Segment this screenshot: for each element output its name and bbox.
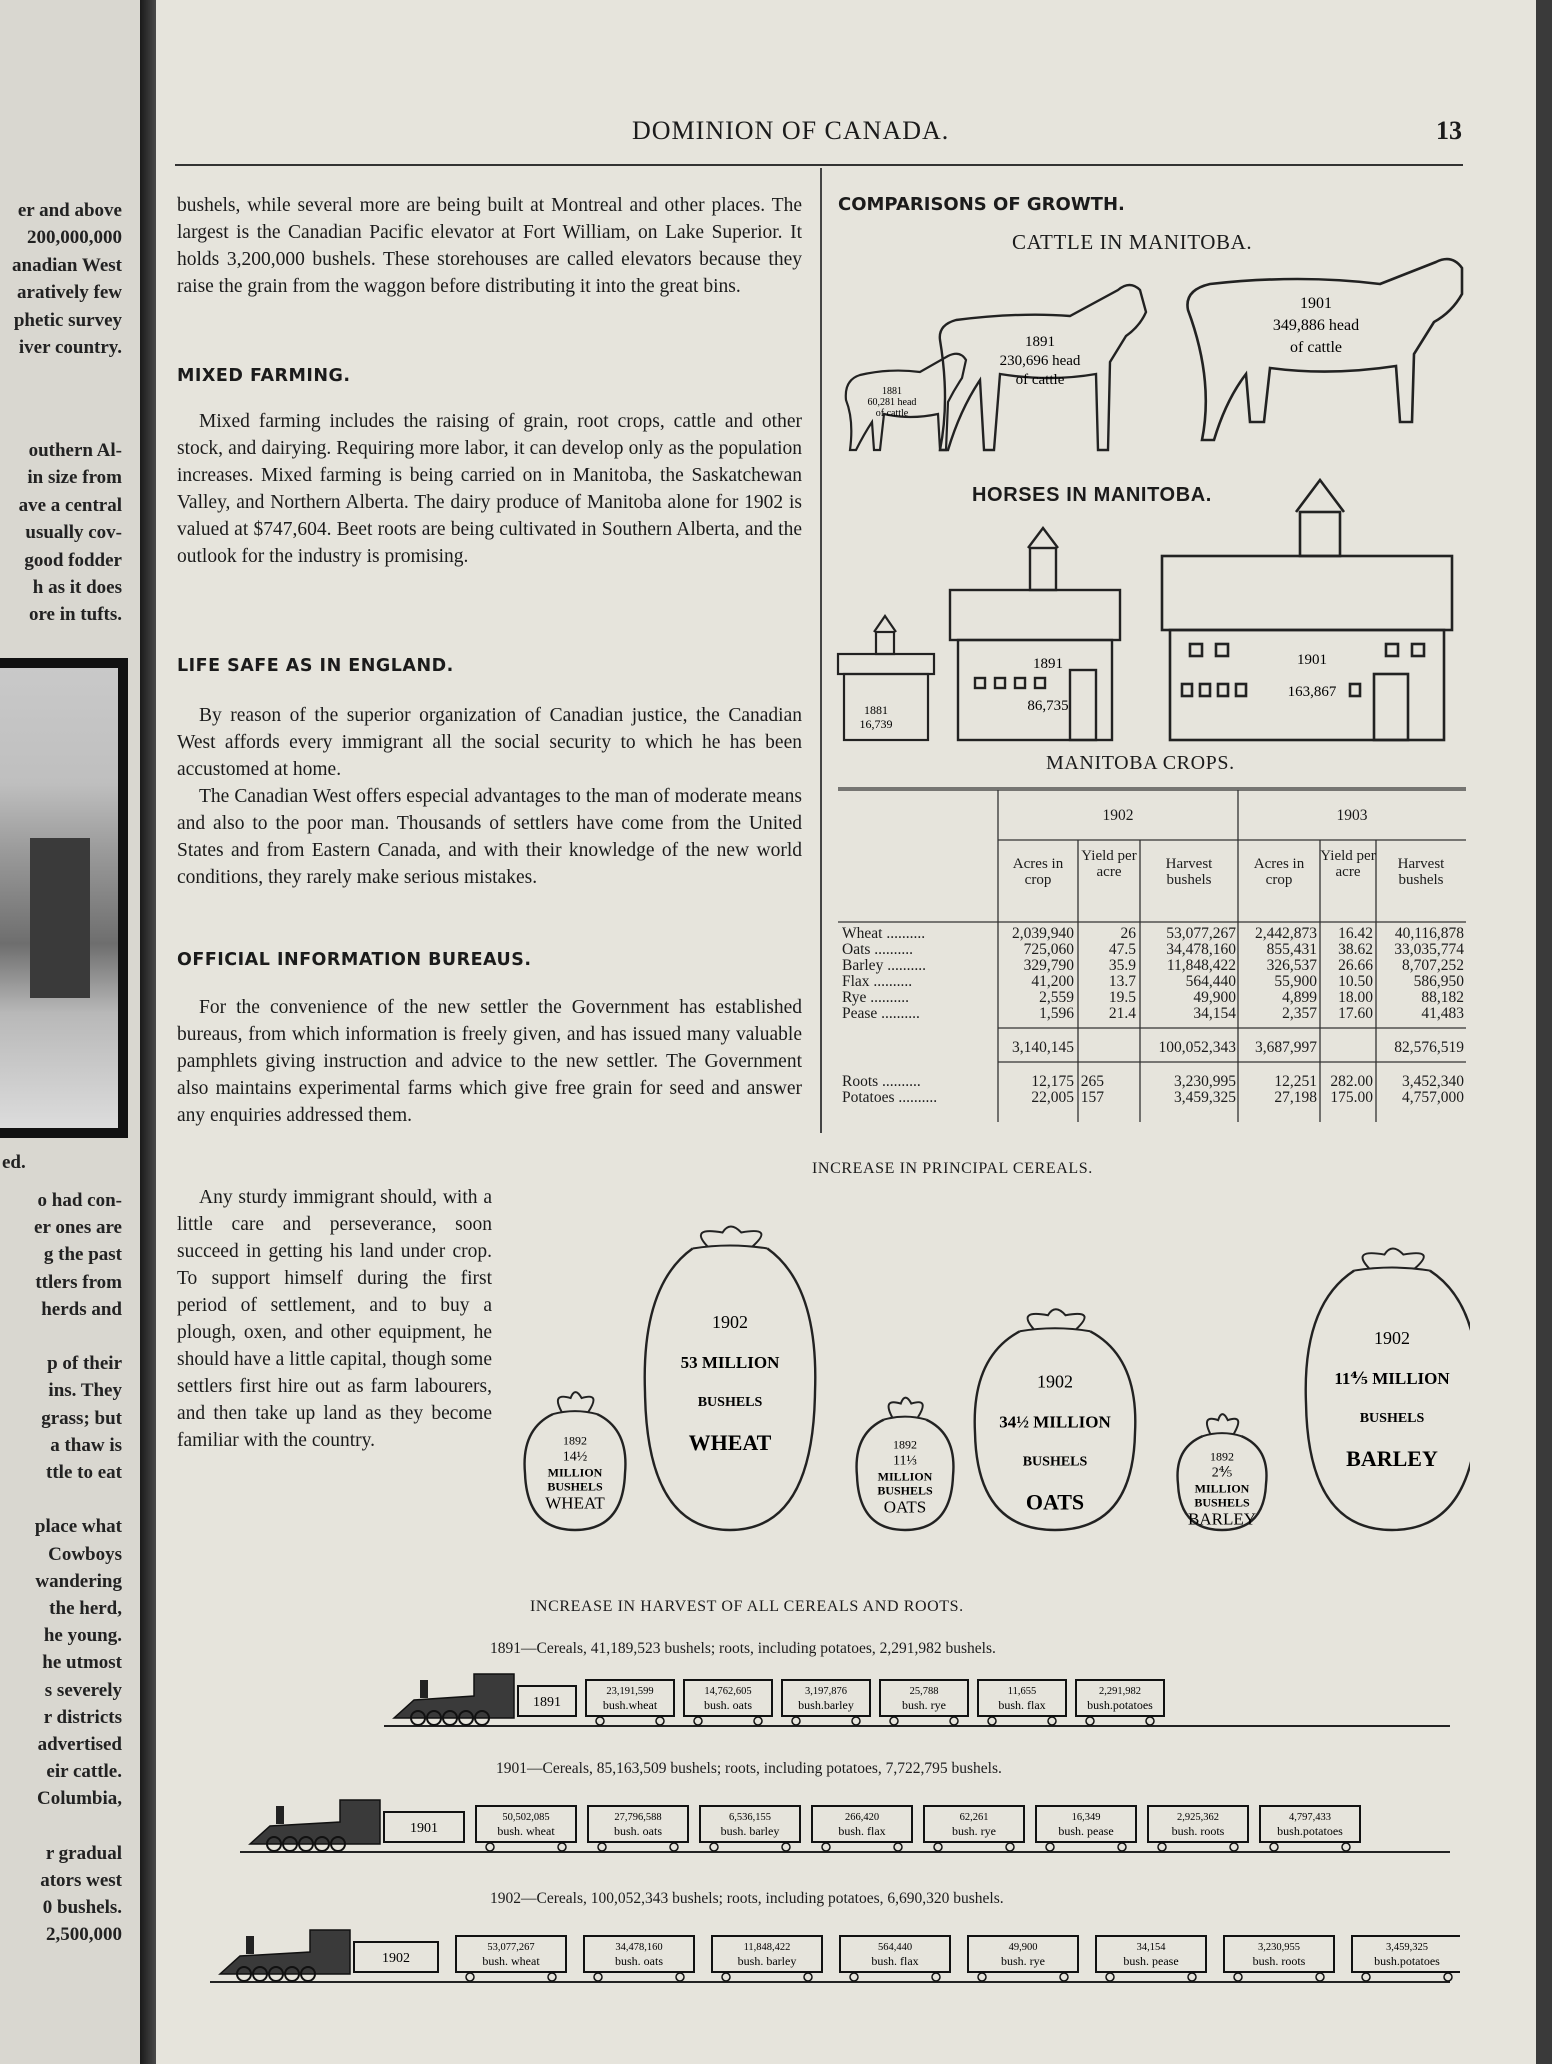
crop-value: 3,459,325	[1174, 1089, 1236, 1106]
train	[210, 1914, 1460, 1994]
car-amount: 2,925,362	[1177, 1812, 1219, 1823]
car-amount: 2,291,982	[1099, 1686, 1141, 1697]
crop-value: 38.62	[1338, 941, 1373, 958]
cattle-1881-unit: of cattle	[875, 408, 909, 419]
left-page-line: 2,500,000	[46, 1924, 122, 1946]
crop-value: 265	[1080, 1073, 1104, 1090]
left-page-line: usually cov-	[25, 522, 122, 544]
left-page-line: anadian West	[12, 254, 122, 276]
total-harvest-1902: 100,052,343	[1158, 1039, 1236, 1056]
car-crop: bush.potatoes	[1374, 1954, 1440, 1968]
crop-value: 12,251	[1274, 1073, 1317, 1090]
left-page-line: wandering	[35, 1570, 122, 1592]
bag-unit: BUSHELS	[697, 1395, 763, 1411]
life-safe-heading: LIFE SAFE AS IN ENGLAND.	[177, 656, 454, 676]
total-acres-1903: 3,687,997	[1255, 1039, 1317, 1056]
crop-value: 47.5	[1108, 941, 1136, 958]
train-caption: 1901—Cereals, 85,163,509 bushels; roots, including potatoes, 7,722,795 bushels.	[496, 1760, 1002, 1777]
car-wheel	[1342, 1843, 1350, 1851]
car-wheel	[1048, 1717, 1056, 1725]
crop-value: 725,060	[1023, 941, 1074, 958]
mixed-farming-heading: MIXED FARMING.	[177, 366, 351, 386]
car-wheel	[1006, 1843, 1014, 1851]
bag-year: 1902	[1374, 1327, 1410, 1348]
bag-knot	[693, 1226, 768, 1248]
crop-value: 41,483	[1421, 1005, 1464, 1022]
bag-unit: BUSHELS	[1194, 1495, 1250, 1510]
bag-knot	[553, 1392, 597, 1414]
crop-value: 3,452,340	[1402, 1073, 1464, 1090]
crop-name: Wheat ..........	[842, 925, 926, 942]
bag-year: 1902	[1037, 1371, 1073, 1392]
train	[384, 1664, 1460, 1744]
crop-value: 855,431	[1266, 941, 1317, 958]
bag-year: 1892	[1210, 1449, 1234, 1464]
car-crop: bush. rye	[952, 1824, 996, 1838]
car-amount: 50,502,085	[502, 1812, 550, 1823]
car-crop: bush. barley	[737, 1954, 797, 1968]
book-gutter	[140, 0, 156, 2064]
cattle-1901-count: 349,886 head	[1272, 317, 1360, 334]
bag-amount: 11⅘ MILLION	[1334, 1368, 1450, 1388]
left-page-line: eir cattle.	[46, 1761, 122, 1783]
car-wheel	[782, 1843, 790, 1851]
crop-value: 41,200	[1031, 973, 1074, 990]
left-page-line: ttle to eat	[46, 1462, 122, 1483]
crop-value: 2,442,873	[1255, 925, 1317, 942]
left-page-line: 200,000,000	[27, 227, 122, 249]
car-crop: bush. wheat	[497, 1824, 555, 1838]
crop-value: 282.00	[1330, 1073, 1373, 1090]
car-wheel	[1234, 1973, 1242, 1981]
car-crop: bush. roots	[1171, 1824, 1225, 1838]
car-wheel	[950, 1717, 958, 1725]
car-crop: bush. rye	[1001, 1954, 1045, 1968]
bag-amount: 53 MILLION	[680, 1353, 780, 1373]
car-amount: 564,440	[877, 1942, 913, 1953]
car-wheel	[1230, 1843, 1238, 1851]
left-page-line: herds and	[41, 1298, 122, 1320]
cattle-1881-count: 60,281 head	[867, 397, 917, 408]
car-wheel	[932, 1973, 940, 1981]
car-wheel	[1106, 1973, 1114, 1981]
car-amount: 6,536,155	[729, 1812, 771, 1823]
car-wheel	[1188, 1973, 1196, 1981]
bag-crop: WHEAT	[688, 1430, 772, 1456]
left-page-line: h as it does	[32, 577, 122, 598]
crop-value: 4,899	[1282, 989, 1317, 1006]
crop-value: 55,900	[1274, 973, 1317, 990]
car-amount: 3,230,955	[1258, 1942, 1300, 1953]
train-year: 1891	[533, 1695, 561, 1710]
left-page-line: advertised	[37, 1734, 122, 1755]
car-wheel	[1046, 1843, 1054, 1851]
crop-value: 88,182	[1421, 989, 1464, 1006]
bag-crop: WHEAT	[545, 1493, 605, 1513]
bag-knot	[1354, 1249, 1430, 1271]
cattle-1891-year: 1891	[1025, 334, 1055, 350]
car-wheel	[988, 1717, 996, 1725]
life-safe-paragraphs: By reason of the superior organization of Canadian justice, the Canadian West affords every immigrant all the social security to which he has been accustomed at home. The Canadian West offers especial advantages to the man of moderate means and also to the poor man. Thousands of settlers have come from the United States and from Eastern Canada, and with their knowledge of the new world conditions, they rarely make serious mistakes.	[177, 705, 802, 888]
bag-unit: BUSHELS	[1359, 1410, 1425, 1426]
train-year: 1902	[382, 1951, 410, 1966]
car-wheel	[1270, 1843, 1278, 1851]
bag-crop: OATS	[883, 1497, 927, 1517]
smokestack	[420, 1680, 428, 1698]
cattle-1891-unit: of cattle	[1015, 372, 1065, 388]
train	[240, 1784, 1460, 1864]
grain-elevator-photo	[0, 658, 128, 1138]
left-page-line: a thaw is	[50, 1434, 122, 1456]
car-wheel	[1060, 1973, 1068, 1981]
crop-value: 8,707,252	[1402, 957, 1464, 974]
crop-value: 11,848,422	[1166, 957, 1236, 974]
left-page-line: g the past	[43, 1244, 122, 1266]
left-page-fragment	[0, 0, 140, 2064]
left-page-caption: ed.	[2, 1152, 26, 1173]
smokestack	[246, 1936, 254, 1954]
left-page-line: er and above	[17, 200, 122, 221]
car-wheel	[1086, 1717, 1094, 1725]
car-amount: 62,261	[959, 1812, 989, 1823]
crop-value: 27,198	[1274, 1089, 1317, 1106]
left-page-line: he utmost	[42, 1652, 122, 1674]
car-wheel	[598, 1843, 606, 1851]
car-amount: 14,762,605	[704, 1686, 752, 1697]
car-wheel	[1362, 1973, 1370, 1981]
crop-value: 2,039,940	[1012, 925, 1074, 942]
bag-crop: OATS	[1025, 1489, 1085, 1515]
total-acres-1902: 3,140,145	[1012, 1039, 1074, 1056]
cattle-1901-year: 1901	[1300, 295, 1332, 312]
root-name: Potatoes ..........	[842, 1089, 938, 1106]
left-page-line: er ones are	[34, 1217, 122, 1239]
bag-amount: 14½	[562, 1449, 588, 1465]
bag-year: 1892	[563, 1433, 587, 1448]
car-amount: 16,349	[1071, 1812, 1101, 1823]
car-wheel	[670, 1843, 678, 1851]
information-bureaus-heading: OFFICIAL INFORMATION BUREAUS.	[177, 950, 532, 970]
bag-amount: 11⅓	[893, 1453, 917, 1469]
car-crop: bush.barley	[798, 1698, 854, 1712]
left-page-line: Cowboys	[48, 1543, 122, 1565]
smokestack	[276, 1806, 284, 1824]
car-crop: bush. wheat	[482, 1954, 540, 1968]
crop-value: 175.00	[1330, 1089, 1373, 1106]
crop-name: Pease ..........	[842, 1005, 920, 1022]
left-page-line: aratively few	[17, 282, 122, 304]
bag-unit: BUSHELS	[1022, 1454, 1088, 1470]
left-page-line: r districts	[43, 1706, 122, 1728]
grain-bag	[1306, 1271, 1470, 1530]
car-crop: bush. flax	[838, 1824, 886, 1838]
cattle-1881-year: 1881	[882, 386, 902, 397]
left-page-line: in size from	[27, 467, 122, 489]
bag-unit: MILLION	[877, 1469, 933, 1484]
train-caption: 1902—Cereals, 100,052,343 bushels; roots, including potatoes, 6,690,320 bushels.	[490, 1890, 1004, 1907]
car-wheel	[656, 1717, 664, 1725]
cattle-1901-unit: of cattle	[1290, 339, 1342, 356]
horses-1901-count: 163,867	[1287, 684, 1337, 700]
car-crop: bush. barley	[720, 1824, 780, 1838]
growth-heading: COMPARISONS OF GROWTH.	[838, 194, 1125, 215]
crop-value: 34,154	[1193, 1005, 1236, 1022]
crop-value: 17.60	[1338, 1005, 1373, 1022]
crop-value: 13.7	[1108, 973, 1136, 990]
car-wheel	[792, 1717, 800, 1725]
crop-value: 22,005	[1031, 1089, 1074, 1106]
column-divider	[820, 168, 822, 1133]
bag-unit: MILLION	[1194, 1481, 1250, 1496]
car-wheel	[558, 1843, 566, 1851]
car-crop: bush.wheat	[602, 1698, 658, 1712]
left-page-line: ore in tufts.	[28, 604, 122, 626]
car-wheel	[710, 1843, 718, 1851]
growth-illustrations	[830, 250, 1470, 750]
bag-amount: 34½ MILLION	[999, 1412, 1111, 1432]
left-page-line: he young.	[43, 1625, 122, 1647]
crop-name: Rye ..........	[842, 989, 909, 1006]
cereals-title: INCREASE IN PRINCIPAL CEREALS.	[812, 1160, 1093, 1177]
crop-value: 326,537	[1266, 957, 1317, 974]
car-wheel	[1146, 1717, 1154, 1725]
car-wheel	[722, 1973, 730, 1981]
car-amount: 49,900	[1008, 1942, 1038, 1953]
bureaus-paragraph: For the convenience of the new settler the Government has established bureaus, from which information is freely given, and has issued many valuable pamphlets giving instruction and advice to the new settler. The Government also maintains experimental farms which give free grain for seed and answer any enquiries addressed them.	[177, 997, 802, 1126]
column-header: Acres in crop	[1253, 856, 1305, 888]
barn-1901	[1162, 480, 1452, 740]
crop-value: 2,559	[1039, 989, 1074, 1006]
car-amount: 25,788	[909, 1686, 939, 1697]
column-header: Harvest bushels	[1165, 856, 1213, 888]
car-wheel	[596, 1717, 604, 1725]
car-crop: bush. flax	[998, 1698, 1046, 1712]
crop-value: 53,077,267	[1166, 925, 1236, 942]
cattle-1891-count: 230,696 head	[999, 353, 1081, 369]
harvest-title: INCREASE IN HARVEST OF ALL CEREALS AND ROOTS.	[530, 1598, 964, 1615]
car-amount: 27,796,588	[614, 1812, 662, 1823]
crop-name: Barley ..........	[842, 957, 926, 974]
car-amount: 23,191,599	[606, 1686, 654, 1697]
page-header	[0, 96, 1462, 156]
car-amount: 266,420	[844, 1812, 880, 1823]
crop-name: Flax ..........	[842, 973, 913, 990]
car-wheel	[978, 1973, 986, 1981]
header-rule	[175, 164, 1463, 166]
car-wheel	[594, 1973, 602, 1981]
car-wheel	[934, 1843, 942, 1851]
crop-value: 2,357	[1282, 1005, 1317, 1022]
horses-1891-count: 86,735	[1027, 698, 1069, 714]
bag-knot	[1203, 1414, 1242, 1436]
crop-value: 586,950	[1413, 973, 1464, 990]
crop-value: 21.4	[1108, 1005, 1136, 1022]
bag-unit: MILLION	[547, 1465, 603, 1480]
left-page-line: p of their	[47, 1353, 122, 1375]
crop-value: 12,175	[1031, 1073, 1074, 1090]
crop-value: 329,790	[1023, 957, 1074, 974]
left-page-line: place what	[34, 1516, 122, 1538]
car-wheel	[1118, 1843, 1126, 1851]
left-page-line: Columbia,	[37, 1788, 122, 1810]
left-page-line: phetic survey	[13, 309, 122, 331]
grain-bag	[645, 1248, 816, 1530]
bag-crop: BARLEY	[1346, 1445, 1438, 1471]
car-wheel	[1316, 1973, 1324, 1981]
car-crop: bush. rye	[902, 1698, 946, 1712]
bag-knot	[884, 1398, 926, 1420]
crop-value: 35.9	[1108, 957, 1136, 974]
car-wheel	[694, 1717, 702, 1725]
car-wheel	[486, 1843, 494, 1851]
left-page-line: ave a central	[18, 494, 122, 516]
crop-value: 10.50	[1338, 973, 1373, 990]
car-crop: bush. flax	[871, 1954, 919, 1968]
bag-amount: 2⅘	[1211, 1465, 1233, 1481]
left-page-line: grass; but	[41, 1407, 122, 1429]
left-page-line: ins. They	[48, 1380, 122, 1402]
car-amount: 3,197,876	[805, 1686, 847, 1697]
column-header: Yield per acre	[1320, 848, 1376, 880]
column-header: Yield per acre	[1081, 848, 1137, 880]
page-number: 13	[1436, 116, 1462, 145]
car-crop: bush. pease	[1058, 1824, 1114, 1838]
train-year: 1901	[410, 1821, 438, 1836]
crop-name: Oats ..........	[842, 941, 914, 958]
car-crop: bush. oats	[614, 1824, 662, 1838]
horses-1881-count: 16,739	[859, 717, 893, 731]
left-page-line: outhern Al-	[28, 440, 122, 461]
bag-crop: BARLEY	[1188, 1509, 1256, 1529]
crop-value: 157	[1080, 1089, 1104, 1106]
crop-value: 26	[1120, 925, 1136, 942]
crop-value: 34,478,160	[1166, 941, 1236, 958]
car-wheel	[1444, 1973, 1452, 1981]
car-wheel	[466, 1973, 474, 1981]
car-crop: bush.potatoes	[1277, 1824, 1343, 1838]
left-page-line: 0 bushels.	[42, 1897, 122, 1919]
car-amount: 3,459,325	[1386, 1942, 1428, 1953]
crop-value: 26.66	[1338, 957, 1373, 974]
crop-value: 564,440	[1185, 973, 1236, 990]
left-page-line: ators west	[40, 1870, 122, 1891]
crop-value: 3,230,995	[1174, 1073, 1236, 1090]
bag-unit: BUSHELS	[547, 1479, 603, 1494]
running-title: DOMINION OF CANADA.	[632, 116, 950, 145]
car-crop: bush.potatoes	[1087, 1698, 1153, 1712]
car-wheel	[548, 1973, 556, 1981]
crop-value: 16.42	[1338, 925, 1373, 942]
car-wheel	[852, 1717, 860, 1725]
car-amount: 34,478,160	[615, 1942, 663, 1953]
car-wheel	[850, 1973, 858, 1981]
year-header-1903: 1903	[1336, 807, 1368, 824]
crop-value: 1,596	[1039, 1005, 1074, 1022]
crop-value: 19.5	[1108, 989, 1136, 1006]
sturdy-immigrant-paragraph: Any sturdy immigrant should, with a little care and perseverance, soon succeed in getting his land under crop. To support himself during the first period of settlement, and to buy a plough, oxen, and other equipment, he should have a little capital, though some settlers first hire out as farm labourers, and then take up land as they become familiar with the country.	[177, 1187, 492, 1451]
car-crop: bush. oats	[704, 1698, 752, 1712]
bag-year: 1902	[712, 1312, 748, 1333]
left-page-line: the herd,	[49, 1598, 122, 1619]
car-amount: 11,655	[1007, 1686, 1037, 1697]
car-wheel	[894, 1843, 902, 1851]
crop-value: 49,900	[1193, 989, 1236, 1006]
column-header: Acres in crop	[1012, 856, 1064, 888]
cattle-title: CATTLE IN MANITOBA.	[1012, 230, 1253, 254]
left-page-line: iver country.	[18, 337, 122, 358]
train-caption: 1891—Cereals, 41,189,523 bushels; roots, including potatoes, 2,291,982 bushels.	[490, 1640, 996, 1657]
left-page-line: ttlers from	[35, 1271, 122, 1293]
car-wheel	[804, 1973, 812, 1981]
cereal-bags-illustration	[510, 1194, 1470, 1544]
car-amount: 4,797,433	[1289, 1812, 1331, 1823]
crop-value: 18.00	[1338, 989, 1373, 1006]
horses-1901-year: 1901	[1297, 652, 1327, 668]
total-harvest-1903: 82,576,519	[1394, 1039, 1464, 1056]
car-amount: 11,848,422	[743, 1942, 791, 1953]
crop-value: 40,116,878	[1394, 925, 1464, 942]
car-crop: bush. pease	[1123, 1954, 1179, 1968]
bag-unit: BUSHELS	[877, 1483, 933, 1498]
car-crop: bush. roots	[1252, 1954, 1306, 1968]
car-wheel	[676, 1973, 684, 1981]
left-page-line: s severely	[44, 1679, 122, 1701]
left-page-line: o had con-	[37, 1190, 122, 1211]
page-edge	[1536, 0, 1552, 2064]
car-wheel	[890, 1717, 898, 1725]
car-wheel	[1158, 1843, 1166, 1851]
car-crop: bush. oats	[615, 1954, 663, 1968]
horses-title: HORSES IN MANITOBA.	[972, 484, 1212, 506]
bag-knot	[1020, 1309, 1090, 1331]
column-header: Harvest bushels	[1397, 856, 1445, 888]
horses-1891-year: 1891	[1033, 656, 1063, 672]
crops-title: MANITOBA CROPS.	[1046, 752, 1235, 774]
horses-1881-year: 1881	[864, 703, 888, 717]
elevator-paragraph: bushels, while several more are being built at Montreal and other places. The largest is the Canadian Pacific elevator at Fort William, on Lake Superior. It holds 3,200,000 bushels. These storehouses are called elevators because they raise the grain from the waggon before distributing it into the great bins.	[177, 195, 802, 297]
crop-value: 33,035,774	[1394, 941, 1464, 958]
car-wheel	[822, 1843, 830, 1851]
root-name: Roots ..........	[842, 1073, 921, 1090]
crop-value: 4,757,000	[1402, 1089, 1464, 1106]
year-header-1902: 1902	[1102, 807, 1134, 824]
left-page-line: good fodder	[24, 549, 122, 571]
car-wheel	[754, 1717, 762, 1725]
bag-year: 1892	[893, 1437, 917, 1452]
car-amount: 53,077,267	[487, 1942, 535, 1953]
left-page-line: r gradual	[45, 1842, 122, 1864]
car-amount: 34,154	[1136, 1942, 1166, 1953]
mixed-farming-paragraph: Mixed farming includes the raising of grain, root crops, cattle and other stock, and dairying. Requiring more labor, it can develop only as the population increases. Mixed farming is being carried on in Manitoba, the Saskatchewan Valley, and Northern Alberta. The dairy produce of Manitoba alone for 1902 is valued at $747,604. Beet roots are being cultivated in Southern Alberta, and the outlook for the industry is promising.	[177, 411, 802, 567]
